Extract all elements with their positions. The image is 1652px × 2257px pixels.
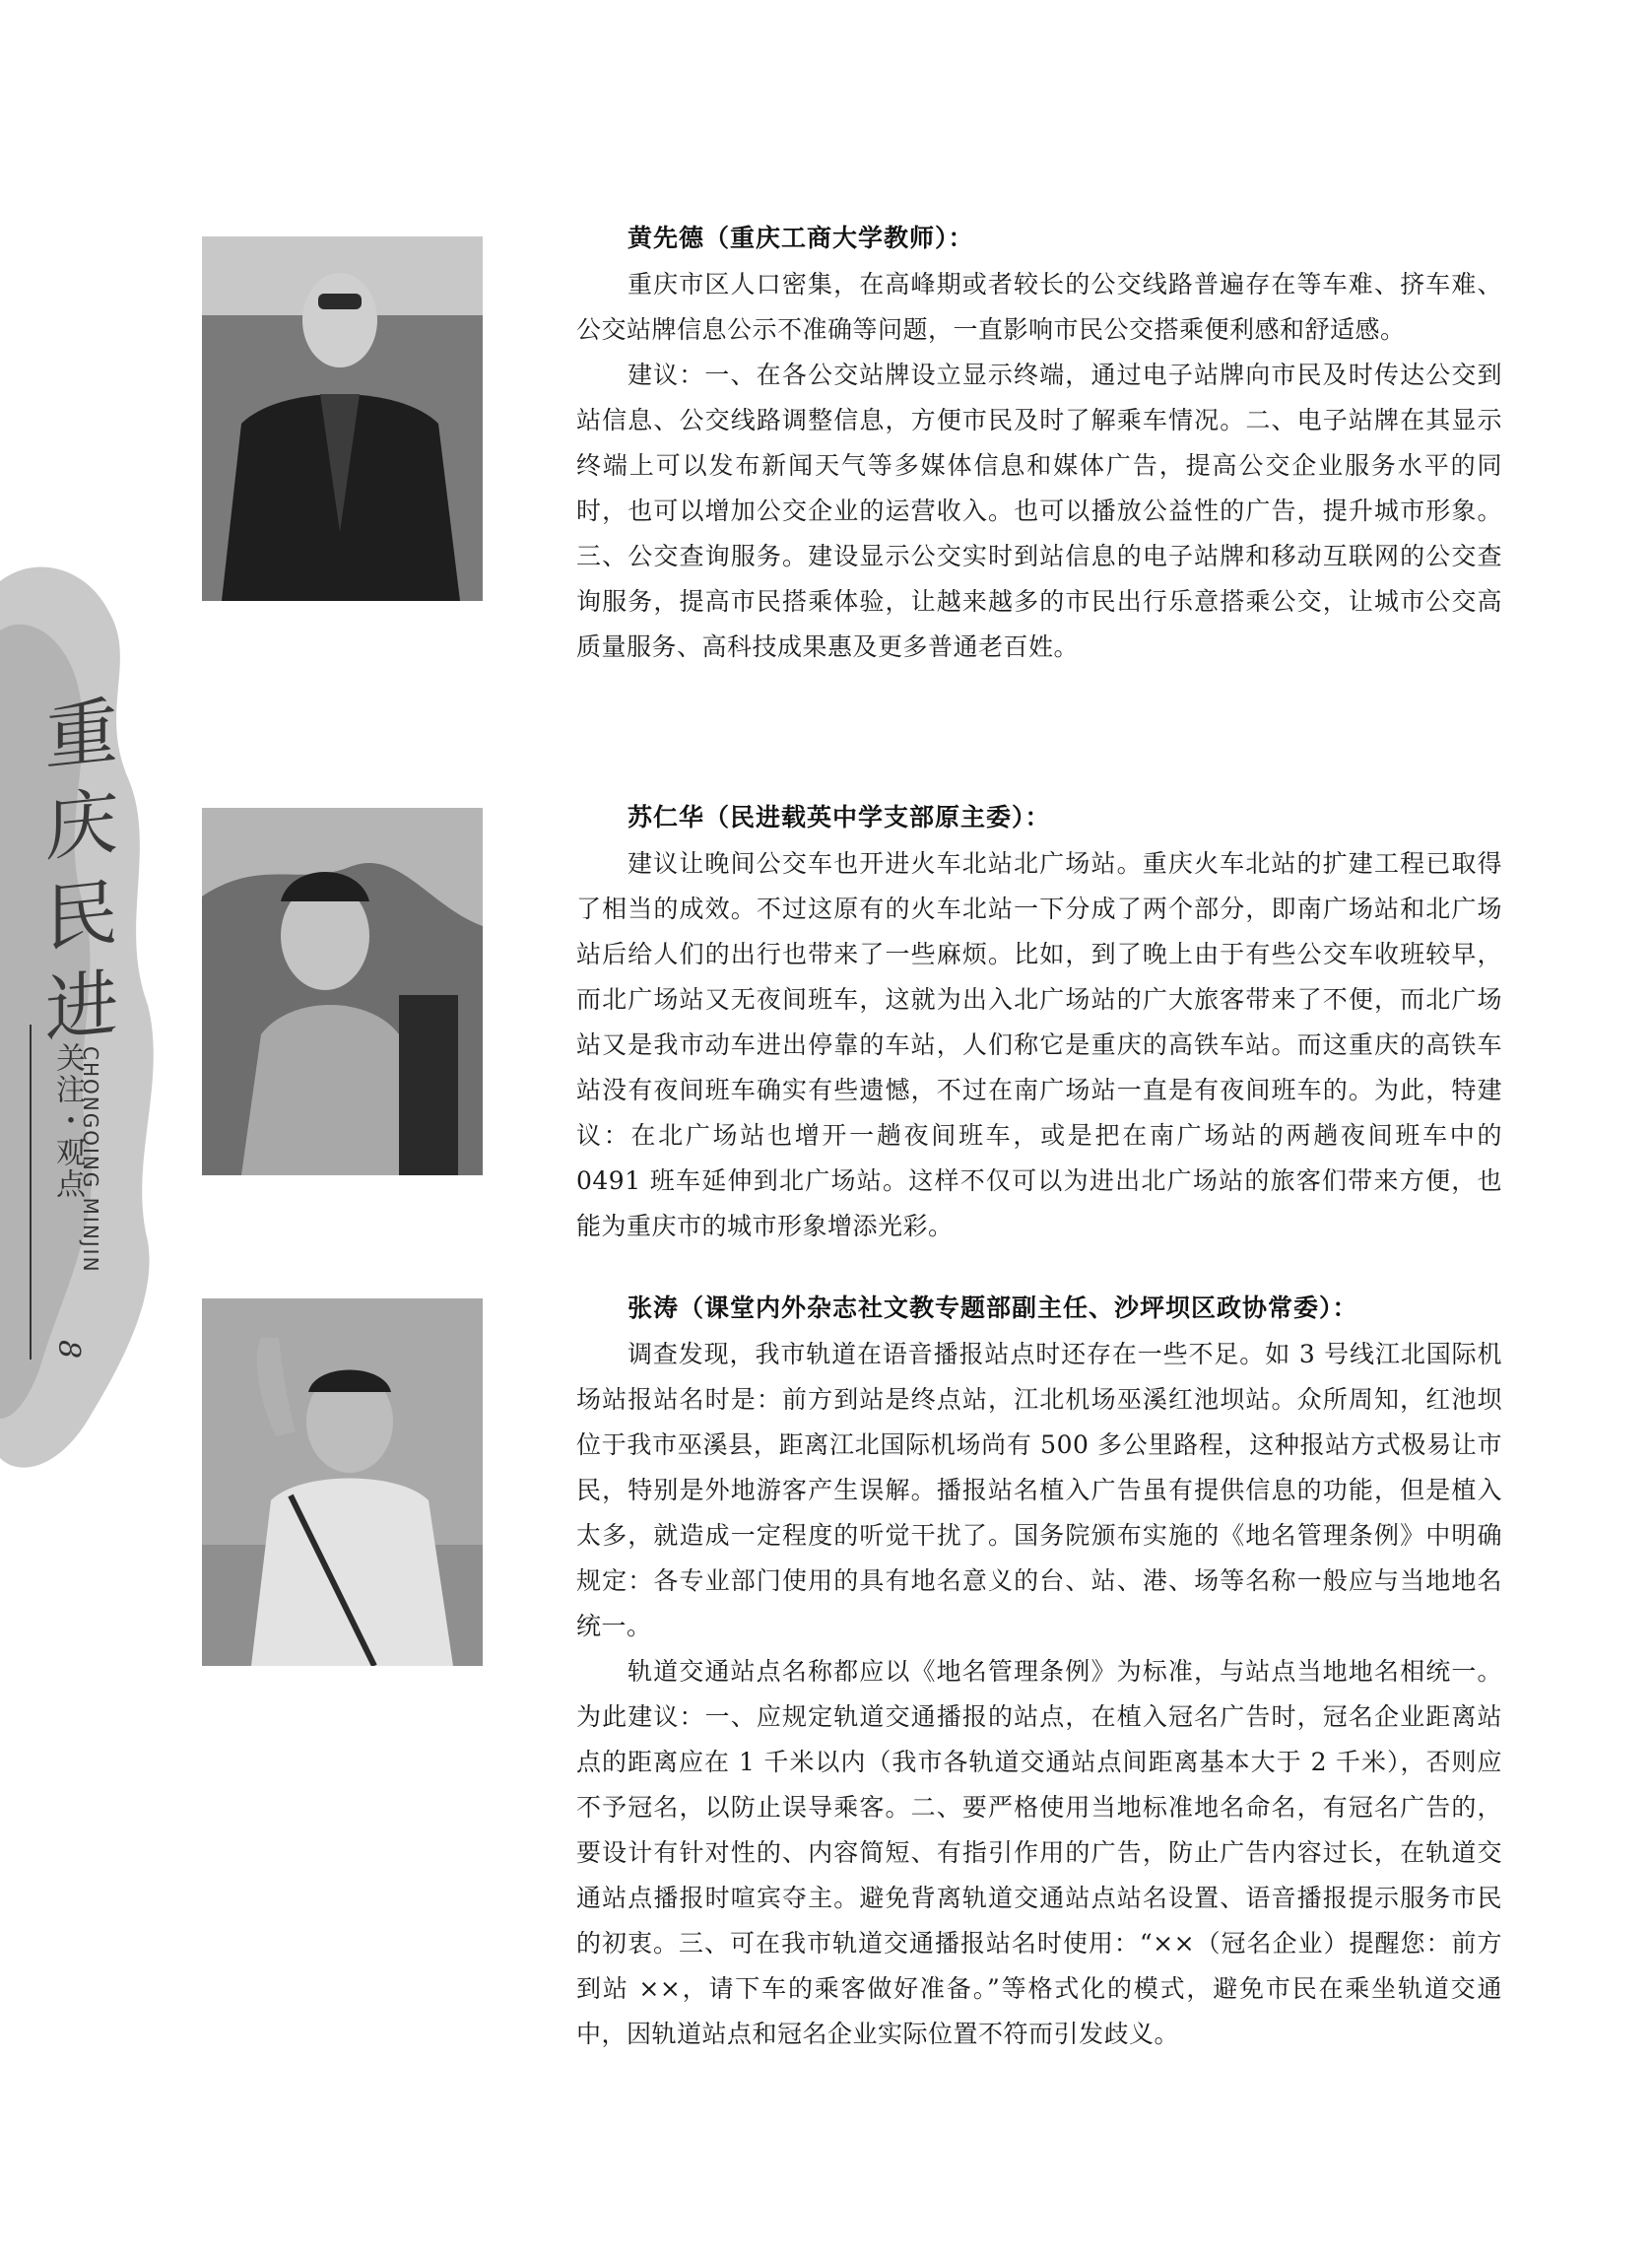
body-paragraph: 调查发现，我市轨道在语音播报站点时还存在一些不足。如 3 号线江北国际机场站报站名时是：前方到站是终点站，江北机场巫溪红池坝站。众所周知，红池坝位于我市巫溪县，距离江北国际机场尚有 500 多公里路程，这种报站方式极易让市民，特别是外地游客产生误解。播报站名植入广告虽有提供信息的功能，但是植入太多，就造成一定程度的听觉干扰了。国务院颁布实施的《地名管理条例》中明确规定：各专业部门使用的具有地名意义的台、站、港、场等名称一般应与当地地名统一。 [576,1340,1502,1640]
magazine-title-char: 重 [45,689,118,781]
contributor-heading: 苏仁华（民进载英中学支部原主委）： [628,803,1051,831]
body-paragraph: 建议让晚间公交车也开进火车北站北广场站。重庆火车北站的扩建工程已取得了相当的成效。不过这原有的火车北站一下分成了两个部分，即南广场站和北广场站后给人们的出行也带来了一些麻烦。比如，到了晚上由于有些公交车收班较早，而北广场站又无夜间班车，这就为出入北广场站的广大旅客带来了不便，而北广场站又是我市动车进出停靠的车站，人们称它是重庆的高铁车站。而这重庆的高铁车站没有夜间班车确实有些遗憾，不过在南广场站一直是有夜间班车的。为此，特建议：在北广场站也增开一趟夜间班车，或是把在南广场站的两趟夜间班车中的 0491 班车延伸到北广场站。这样不仅可以为进出北广场站的旅客们带来方便，也能为重庆市的城市形象增添光彩。 [576,849,1502,1240]
magazine-title [37,690,126,1052]
portrait-photo-huang [202,236,483,601]
contributor-heading: 张涛（课堂内外杂志社文教专题部副主任、沙坪坝区政协常委）： [628,1294,1358,1322]
magazine-title-char: 庆 [45,779,118,872]
opinion-entry-zhang [576,1289,1502,2057]
magazine-title-char: 民 [45,870,118,963]
portrait-photo-zhang [202,1298,483,1666]
section-label: 关注・观点 [50,1042,85,1200]
body-paragraph: 建议：一、在各公交站牌设立显示终端，通过电子站牌向市民及时传达公交到站信息、公交线路调整信息，方便市民及时了解乘车情况。二、电子站牌在其显示终端上可以发布新闻天气等多媒体信息和媒体广告，提高公交企业服务水平的同时，也可以增加公交企业的运营收入。也可以播放公益性的广告，提升城市形象。三、公交查询服务。建设显示公交实时到站信息的电子站牌和移动互联网的公交查询服务，提高市民搭乘体验，让越来越多的市民出行乐意搭乘公交，让城市公交高质量服务、高科技成果惠及更多普通老百姓。 [576,361,1502,661]
contributor-heading: 黄先德（重庆工商大学教师）： [628,224,974,252]
portrait-photo-su [202,808,483,1175]
margin-divider [30,1025,32,1360]
opinion-entry-huang [576,219,1502,670]
opinion-entry-su [576,798,1502,1249]
body-paragraph: 轨道交通站点名称都应以《地名管理条例》为标准，与站点当地地名相统一。为此建议：一、应规定轨道交通播报的站点，在植入冠名广告时，冠名企业距离站点的距离应在 1 千米以内（我市各轨道交通站点间距离基本大于 2 千米），否则应不予冠名，以防止误导乘客。二、要严格使用当地标准地名命名，有冠名广告的，要设计有针对性的、内容简短、有指引作用的广告，防止广告内容过长，在轨道交通站点播报时喧宾夺主。避免背离轨道交通站点站名设置、语音播报提示服务市民的初衷。三、可在我市轨道交通播报站名时使用：“××（冠名企业）提醒您：前方到站 ××，请下车的乘客做好准备。”等格式化的模式，避免市民在乘坐轨道交通中，因轨道站点和冠名企业实际位置不符而引发歧义。 [576,1657,1502,2048]
page-number: 8 [51,1340,86,1360]
magazine-title-char: 进 [45,961,118,1053]
magazine-pinyin: CHONGQING MINJIN [79,1046,102,1274]
body-paragraph: 重庆市区人口密集，在高峰期或者较长的公交线路普遍存在等车难、挤车难、公交站牌信息公示不准确等问题，一直影响市民公交搭乘便利感和舒适感。 [576,270,1502,344]
